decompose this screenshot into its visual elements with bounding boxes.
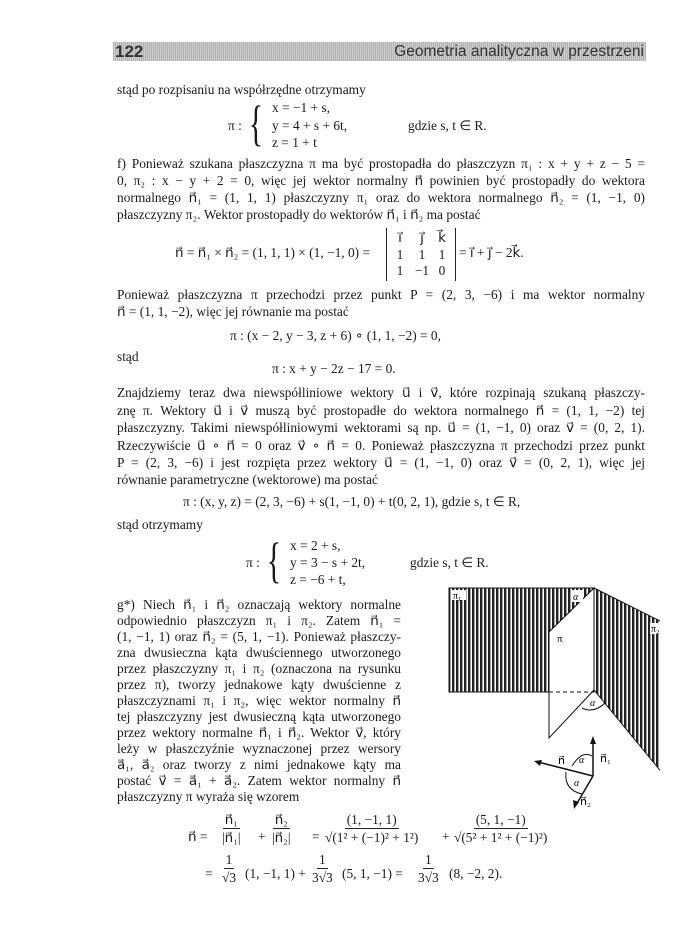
equation: y = 4 + s + 6t, [272,118,348,133]
text-line: stąd [117,349,139,364]
equation-general: π : x + y − 2z − 17 = 0. [272,361,396,376]
fraction [222,812,241,846]
text-line: tej płaszczyzny jest dwusieczną kąta utworzonego [117,709,401,724]
text-line: a⃗₁, a⃗₂ oraz tworzy z nimi jednakowe kąty ma [117,757,401,772]
label-pi2: π₂ [651,624,660,635]
denominator: √(5² + 1² + (−1)²) [454,830,548,845]
running-header [113,42,646,61]
condition: gdzie s, t ∈ R. [408,118,487,133]
plus: + [442,829,450,844]
equation-param: π : (x, y, z) = (2, 3, −6) + s(1, −1, 0) + t(0, 2, 1), gdzie s, t ∈ R, [183,494,521,509]
text-line: Znajdziemy teraz dwa niewspółliniowe wektory u⃗ i v⃗, które rozpinają szukaną płaszczy- [117,385,645,400]
text-line: (1, −1, 1) oraz n⃗₂ = (5, 1, −1). Ponieważ płaszczy- [117,629,401,644]
plus: + [258,829,266,844]
text-line: P = (2, 3, −6) i jest rozpięta przez wektory u⃗ = (1, −1, 0) oraz v⃗ = (0, 2, 1), więc jej [117,455,645,470]
det-cell: 0 [438,263,446,278]
det-cell: 1 [396,263,404,278]
numerator: n⃗₁ [224,812,238,827]
denominator: 3√3 [312,870,333,885]
term: (5, 1, −1) = [342,866,403,881]
label-alpha-n1: α [579,755,585,766]
text-line: Rzeczywiście u⃗ ∘ n⃗ = 0 oraz v⃗ ∘ n⃗ = 0. Ponieważ płaszczyzna π przechodzi przez punkt [117,438,645,453]
text-line: odpowiednio płaszczyzn π₁ i π₂. Zatem n⃗₁ = [117,613,401,628]
text-line: przez płaszczyzny π₁ i π₂ (oznaczona na rysunku [117,661,401,676]
numerator: (5, 1, −1) [475,812,526,827]
text-line: płaszczyzny π₂. Wektor prostopadły do wektorów n⃗₁ i n⃗₂ ma postać [117,207,481,222]
text-line: płaszczyznami π₁ i π₂, więc wektor normalny n⃗ [117,693,401,708]
term: (8, −2, 2). [449,866,503,881]
equation: z = −6 + t, [290,572,346,587]
equation: x = −1 + s, [272,100,330,115]
text-line: płaszczyzny. Takimi niewspółliniowymi wektorami są np. u⃗ = (1, −1, 0) oraz v⃗ = (0, 2, 1). [117,420,645,435]
fraction [418,852,439,886]
label-pi1: π₁ [453,591,462,602]
cross-lhs: n⃗ = n⃗₁ × n⃗₂ = (1, 1, 1) × (1, −1, 0) = [175,245,371,260]
numerator: 1 [225,852,233,867]
denominator: √3 [222,870,237,885]
equals: = [312,829,320,844]
fraction [454,812,547,846]
fraction [325,812,418,846]
chapter-title: Geometria analityczna w przestrzeni [394,43,644,60]
cross-rhs: = i⃗ + j⃗ − 2k⃗. [459,245,524,260]
text-line: stąd otrzymamy [117,517,203,532]
determinant [386,228,456,281]
condition: gdzie s, t ∈ R. [410,555,489,570]
text-line: stąd po rozpisaniu na współrzędne otrzymamy [117,82,366,97]
text-line: przez wektory normalne n⃗₁ i n⃗₂. Wektor v⃗, który [117,725,401,740]
label-alpha: α [590,698,596,709]
det-cell: 1 [438,247,446,262]
numerator: n⃗₂ [274,812,288,827]
det-cell: 1 [396,247,404,262]
denominator: 3√3 [418,870,439,885]
det-cell: −1 [414,263,430,278]
numerator: 1 [319,852,326,867]
text-line: Ponieważ płaszczyzna π przechodzi przez punkt P = (2, 3, −6) i ma wektor normalny [117,287,645,302]
text-line: postać v⃗ = a⃗₁ + a⃗₂. Zatem wektor normalny n⃗ [117,773,401,788]
label-pi: π [557,633,563,645]
dihedral-angle-figure [440,580,660,810]
label-n2: n⃗₂ [580,796,591,808]
numerator: 1 [425,852,432,867]
label-n: n⃗ [558,755,565,767]
text-line: płaszczyzny π wyraża się wzorem [117,789,300,804]
text-line: 0, π₂ : x − y + 2 = 0, więc jej wektor normalny n⃗ powinien być prostopadły do wektora [117,173,645,188]
label-alpha-n2: α [574,778,580,789]
equation: z = 1 + t [272,135,317,150]
fraction [272,812,291,846]
fraction [312,852,333,886]
equals: = [205,866,213,881]
denominator: |n⃗₁| [222,830,241,845]
label-n1: n⃗₁ [600,753,611,765]
denominator: √(1² + (−1)² + 1²) [325,830,419,845]
equation: x = 2 + s, [290,538,341,553]
text-line: przez π), tworzy jednakowe kąty dwuścienne z [117,677,401,692]
text-line: zna dwusieczna kąta dwuściennego utworzonego [117,645,401,660]
fraction [222,852,236,886]
text-line: równanie parametryczne (wektorowe) ma postać [117,472,378,487]
system-label: π : [228,118,242,133]
formula-lhs: n⃗ = [188,829,208,844]
brace: { [266,532,282,588]
label-alpha-top: α [573,592,579,603]
plane-pi2 [594,588,660,780]
text-line: leży w płaszczyźnie wyznaczonej przez wersory [117,741,401,756]
det-cell: j⃗ [420,230,424,245]
text-line: g*) Niech n⃗₁ i n⃗₂ oznaczają wektory normalne [117,597,401,612]
equation-dot: π : (x − 2, y − 3, z + 6) ∘ (1, 1, −2) = 0, [230,328,441,343]
det-cell: i⃗ [398,230,402,245]
text-line: znę π. Wektory u⃗ i v⃗ muszą być prostopadłe do wektora normalnego n⃗ = (1, 1, −2) tej [117,403,645,418]
brace: { [248,95,264,151]
text-line: normalnego n⃗₁ = (1, 1, 1) płaszczyzny π₁ oraz do wektora normalnego n⃗₂ = (1, −1, 0) [117,190,645,205]
denominator: |n⃗₂| [272,830,291,845]
page-number: 122 [115,42,144,61]
det-cell: 1 [418,247,426,262]
system-label: π : [246,555,260,570]
det-cell: k⃗ [438,230,446,245]
text-line: f) Ponieważ szukana płaszczyzna π ma być prostopadła do płaszczyzn π₁ : x + y + z − 5 = [117,156,645,171]
equation: y = 3 − s + 2t, [290,555,366,570]
text-line: n⃗ = (1, 1, −2), więc jej równanie ma postać [117,304,349,319]
term: (1, −1, 1) + [245,866,306,881]
numerator: (1, −1, 1) [346,812,397,827]
